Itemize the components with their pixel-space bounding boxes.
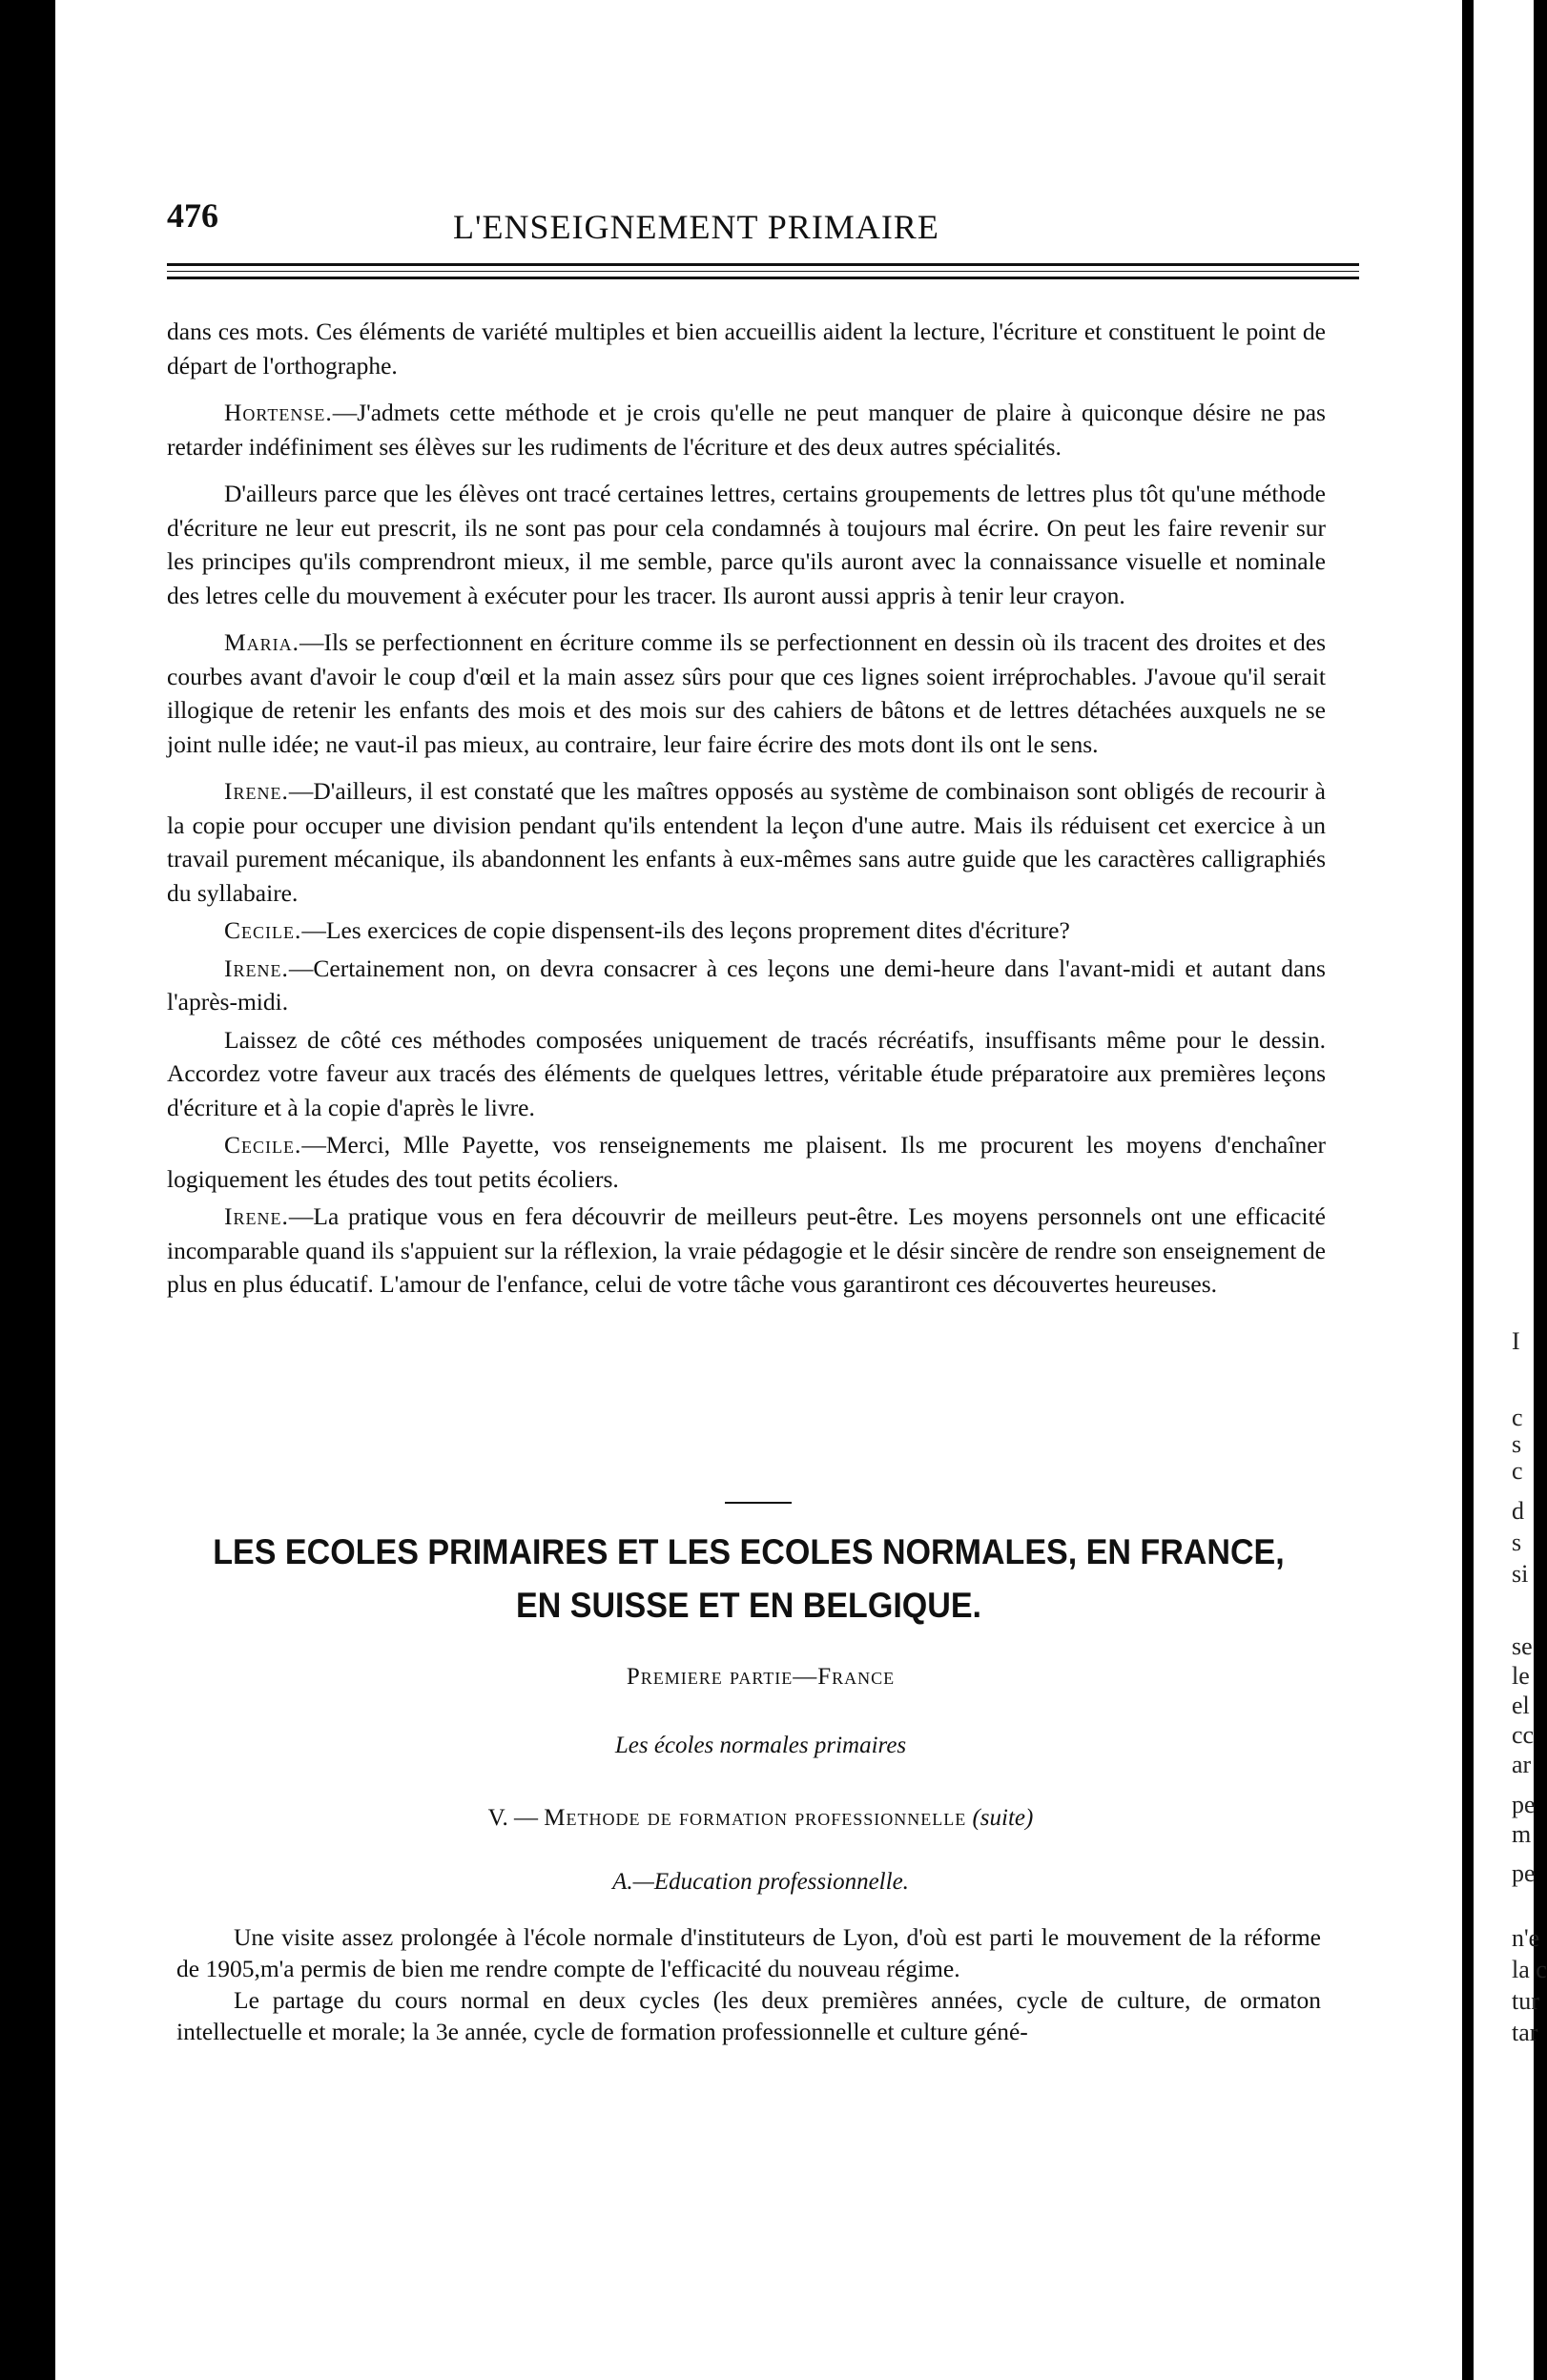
- section-number: V. —: [487, 1805, 545, 1831]
- paragraph-text: —Les exercices de copie dispensent-ils des leçons proprement dites d'écriture?: [301, 916, 1070, 944]
- subsection-heading: A.—Education professionnelle.: [612, 1869, 909, 1895]
- facing-page-fragment: n'e: [1512, 1924, 1540, 1952]
- paragraph-text: —Certainement non, on devra consacrer à ces leçons une demi-heure dans l'avant-midi et autant dans l'après-midi.: [167, 954, 1326, 1016]
- header-rule: [167, 271, 1359, 272]
- facing-page-fragment: m: [1512, 1820, 1532, 1848]
- dialogue-text: [167, 315, 1326, 1305]
- paragraph: [167, 913, 1326, 948]
- header-rule: [167, 277, 1359, 279]
- section-suffix: (suite): [972, 1805, 1034, 1831]
- speaker-name: Cecile.: [224, 916, 302, 944]
- paragraph-text: —D'ailleurs, il est constaté que les maîtres opposés au système de combinaison sont obligés de recourir à la copie pour occuper une division pendant qu'ils entendent la leçon d'une autre. Mais ils réduisent cet exercice à un travail purement mécanique, ils abandonnent les enfants à eux-mêmes sans autre guide que les caractères calligraphiés du syllabaire.: [167, 777, 1326, 907]
- facing-page-fragment: s: [1512, 1430, 1522, 1458]
- speaker-name: Maria.: [224, 628, 300, 656]
- section-separator: [725, 1502, 792, 1504]
- page-header: [167, 195, 1369, 253]
- paragraph-text: Une visite assez prolongée à l'école normale d'instituteurs de Lyon, d'où est parti le mouvement de la réforme de 1905,m'a permis de bien me rendre compte de l'efficacité du nouveau régime.: [176, 1923, 1321, 1982]
- paragraph-text: Le partage du cours normal en deux cycles (les deux premières années, cycle de culture, de ormaton intellectuelle et morale; la 3e année, cycle de formation professionnelle et culture géné-: [176, 1986, 1321, 2045]
- paragraph: [167, 1023, 1326, 1125]
- paragraph-text: —J'admets cette méthode et je crois qu'elle ne peut manquer de plaire à quiconque désire ne pas retarder indéfiniment ses élèves sur les rudiments de l'écriture et des deux autres spécialités.: [167, 399, 1326, 461]
- paragraph: [167, 396, 1326, 463]
- paragraph-text: —Ils se perfectionnent en écriture comme ils se perfectionnent en dessin où ils tracent des droites et des courbes avant d'avoir le coup d'œil et la main assez sûrs pour que ces lignes soient irréprochables. J'avoue qu'il serait illogique de retenir les enfants des mois et des mois sur des cahiers de bâtons et de lettres détachées auxquels ne se joint nulle idée; ne vaut-il pas mieux, au contraire, leur faire écrire des mots dont ils ont le sens.: [167, 628, 1326, 758]
- facing-page-fragment: d: [1512, 1497, 1524, 1525]
- speaker-name: Irene.: [224, 777, 289, 805]
- header-rule: [167, 263, 1359, 266]
- paragraph: [167, 626, 1326, 761]
- facing-page-fragment: s: [1512, 1529, 1522, 1556]
- facing-page-fragment: c: [1512, 1404, 1523, 1431]
- paragraph-text: —Merci, Mlle Payette, vos renseignements me plaisent. Ils me procurent les moyens d'enchaîner logiquement les études des tout petits écoliers.: [167, 1131, 1326, 1193]
- paragraph: [167, 1200, 1326, 1302]
- article-title-line: EN SUISSE ET EN BELGIQUE.: [515, 1586, 982, 1625]
- section-title: Methode de formation professionnelle: [544, 1805, 967, 1831]
- paragraph: [167, 774, 1326, 910]
- facing-page-fragment: si: [1512, 1560, 1529, 1588]
- facing-page-fragment: se: [1512, 1632, 1533, 1660]
- facing-page-fragment: ar: [1512, 1751, 1532, 1778]
- speaker-name: Irene.: [224, 1202, 289, 1230]
- article-title: [192, 1526, 1306, 1632]
- facing-page-fragment: pe: [1512, 1791, 1536, 1818]
- paragraph: [167, 1128, 1326, 1196]
- article-body: [176, 1921, 1321, 2047]
- facing-page-fragment: el: [1512, 1692, 1530, 1719]
- paragraph-text: dans ces mots. Ces éléments de variété multiples et bien accueillis aident la lecture, l'écriture et constituent le point de départ de l'orthographe.: [167, 318, 1326, 380]
- running-title: L'ENSEIGNEMENT PRIMAIRE: [453, 208, 939, 246]
- facing-page-fragment: c: [1512, 1457, 1523, 1485]
- speaker-name: Cecile.: [224, 1131, 302, 1159]
- paragraph-text: D'ailleurs parce que les élèves ont tracé certaines lettres, certains groupements de lettres plus tôt qu'une méthode d'écriture ne leur eut prescrit, ils ne sont pas pour cela condamnés à toujours mal écrire. On peut les faire revenir sur les principes qu'ils comprendront mieux, il me semble, parce qu'ils auront avec la connaissance visuelle et nominale des letres celle du mouvement à exécuter pour les tracer. Ils auront aussi appris à tenir leur crayon.: [167, 480, 1326, 609]
- facing-page-fragment: I: [1512, 1327, 1520, 1355]
- paragraph: [167, 315, 1326, 382]
- paragraph: [167, 477, 1326, 612]
- chapter-subtitle: Les écoles normales primaires: [614, 1733, 907, 1758]
- facing-page-fragment: tur: [1512, 1987, 1539, 2015]
- facing-page-fragment: le: [1512, 1662, 1530, 1690]
- speaker-name: Hortense.: [224, 399, 333, 426]
- article-title-line: LES ECOLES PRIMAIRES ET LES ECOLES NORMALES, EN FRANCE,: [213, 1532, 1285, 1571]
- speaker-name: Irene.: [224, 954, 289, 982]
- facing-page-edge: [1474, 0, 1547, 2380]
- part-heading: Premiere partie—France: [626, 1664, 896, 1690]
- facing-page-fragment: tar: [1512, 2019, 1538, 2046]
- page-number: 476: [167, 196, 218, 235]
- paragraph-text: Laissez de côté ces méthodes composées uniquement de tracés récréatifs, insuffisants même pour le dessin. Accordez votre faveur aux tracés des éléments de quelques lettres, véritable étude préparatoire aux premières leçons d'écriture et à la copie d'après le livre.: [167, 1025, 1326, 1121]
- facing-page-fragment: pe: [1512, 1859, 1536, 1887]
- section-heading: [167, 1805, 1354, 1832]
- paragraph-text: —La pratique vous en fera découvrir de meilleurs peut-être. Les moyens personnels ont une efficacité incomparable quand ils s'appuient sur la réflexion, la vraie pédagogie et le désir sincère de rendre son enseignement de plus en plus éducatif. L'amour de l'enfance, celui de votre tâche vous garantiront ces découvertes heureuses.: [167, 1202, 1326, 1298]
- paragraph: [167, 952, 1326, 1019]
- facing-page-fragment: la c: [1512, 1956, 1547, 1983]
- facing-page-fragment: cc: [1512, 1721, 1535, 1749]
